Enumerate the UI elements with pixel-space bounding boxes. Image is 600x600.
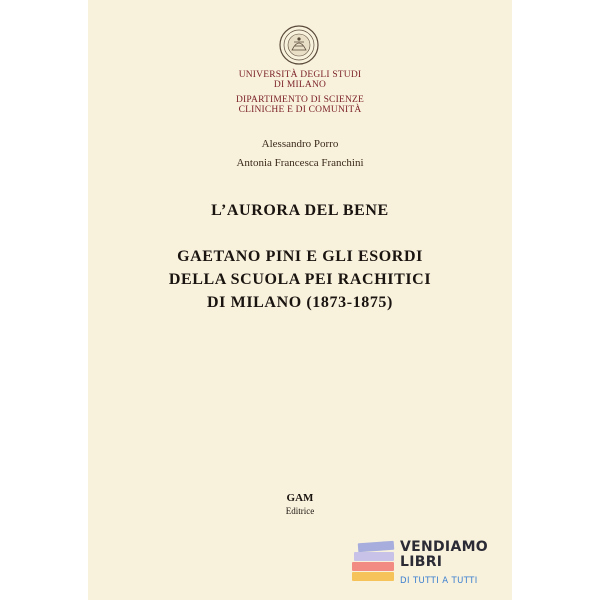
book-spine — [358, 541, 395, 552]
university-name-line1: UNIVERSITÀ DEGLI STUDI — [238, 70, 362, 80]
publisher-name: GAM — [286, 492, 314, 504]
book-subtitle-line: DI MILANO (1873-1875) — [207, 294, 393, 311]
publisher-label: Editrice — [285, 506, 315, 516]
book-subtitle-line: DELLA SCUOLA PEI RACHITICI — [168, 271, 432, 288]
watermark-tagline: DI TUTTI A TUTTI — [400, 576, 478, 586]
watermark-line2: LIBRI — [400, 554, 443, 570]
book-title: L’AURORA DEL BENE — [211, 202, 389, 219]
watermark-line1: VENDIAMO — [400, 539, 489, 555]
book-spine — [352, 562, 394, 571]
book-spine — [352, 572, 394, 581]
university-name-line2: DI MILANO — [273, 80, 327, 90]
department-name-line2: CLINICHE E DI COMUNITÀ — [238, 105, 362, 115]
watermark-logo — [348, 540, 508, 592]
book-spine — [354, 552, 394, 561]
book-subtitle-line: GAETANO PINI E GLI ESORDI — [177, 248, 423, 265]
university-seal-icon — [278, 24, 320, 66]
author-name: Antonia Francesca Franchini — [236, 157, 364, 169]
department-name-line1: DIPARTIMENTO DI SCIENZE — [235, 95, 365, 105]
author-name: Alessandro Porro — [261, 138, 339, 150]
